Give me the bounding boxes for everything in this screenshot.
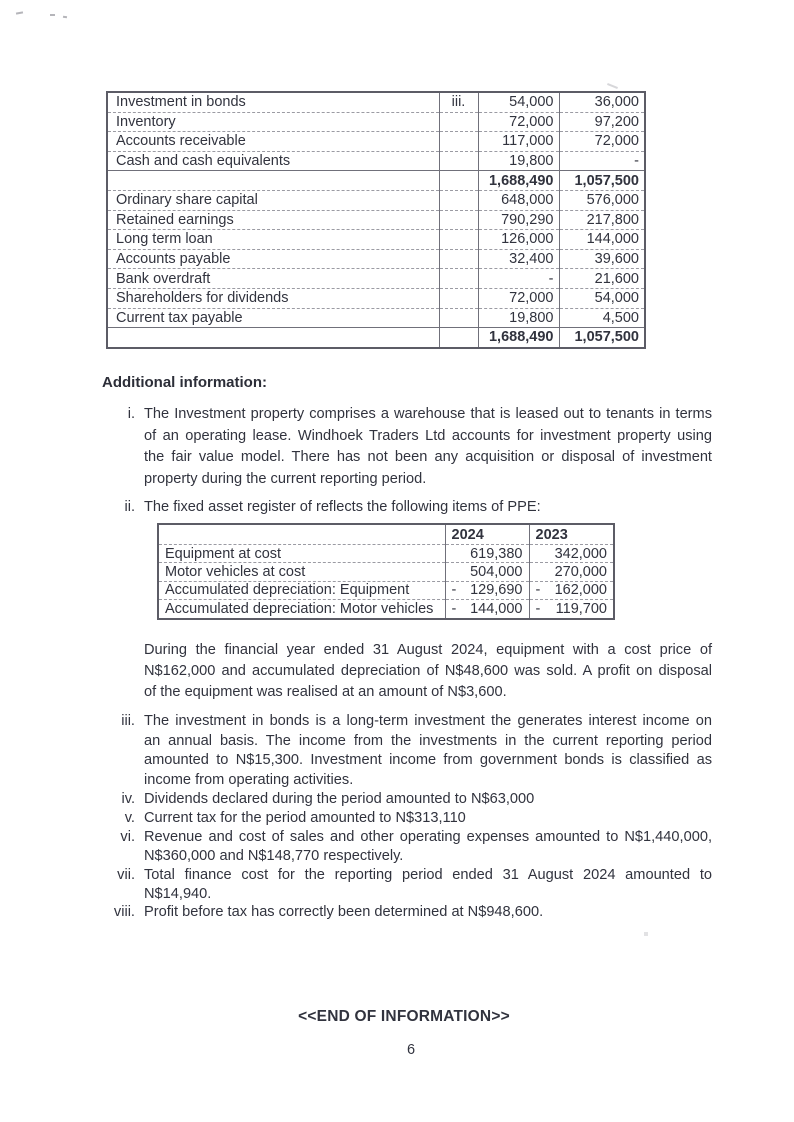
end-of-information-marker: <<END OF INFORMATION>> <box>298 1008 510 1025</box>
value-2023: 39,600 <box>559 249 645 269</box>
scan-artifact <box>50 14 55 16</box>
row-label: Equipment at cost <box>158 545 445 563</box>
scan-artifact <box>16 11 23 14</box>
value-2023: 217,800 <box>559 210 645 230</box>
minus-sign: - <box>535 582 541 599</box>
table-row <box>107 190 645 210</box>
row-label: Motor vehicles at cost <box>158 563 445 581</box>
value-2023: 72,000 <box>559 132 645 152</box>
table-row <box>107 112 645 132</box>
row-label: Current tax payable <box>107 308 439 328</box>
row-label: Ordinary share capital <box>107 190 439 210</box>
value-2023: 54,000 <box>559 288 645 308</box>
paragraph-text: During the financial year ended 31 August 2024, equipment with a cost price of N$162,000 and accumulated depreciation of N$48,600 was sold. A profit on disposal of the equipment was realised at an amount of N$3,600. <box>144 642 712 700</box>
value-2024: - 129,690 <box>445 581 529 599</box>
item-number: i. <box>127 406 135 422</box>
total-2024: 1,688,490 <box>478 171 559 191</box>
minus-sign: - <box>451 582 457 599</box>
value-2023: 342,000 <box>529 545 614 563</box>
value-2023: 576,000 <box>559 190 645 210</box>
info-item-vi <box>100 828 712 866</box>
row-label: Cash and cash equivalents <box>107 151 439 171</box>
item-text: Revenue and cost of sales and other operating expenses amounted to N$1,440,000, N$360,000 and N$148,770 respectively. <box>144 829 712 864</box>
value-2024: 19,800 <box>478 308 559 328</box>
item-number: vi. <box>120 829 135 845</box>
note-ref <box>439 230 478 250</box>
note-ref <box>439 171 478 191</box>
value-2023: 144,000 <box>559 230 645 250</box>
ppe-header-empty <box>158 524 445 545</box>
total-2024: 1,688,490 <box>478 328 559 348</box>
scan-artifact <box>644 932 648 936</box>
page-number: 6 <box>406 1042 416 1058</box>
row-label: Accounts receivable <box>107 132 439 152</box>
table-row <box>107 151 645 171</box>
value-2023: 36,000 <box>559 92 645 112</box>
scan-artifact <box>607 83 618 89</box>
note-ref <box>439 132 478 152</box>
minus-sign: - <box>535 600 541 617</box>
note-ref <box>439 288 478 308</box>
note-ref <box>439 269 478 289</box>
note-ref <box>439 328 478 348</box>
note-ref <box>439 249 478 269</box>
value-2023: - 162,000 <box>529 581 614 599</box>
row-label: Accumulated depreciation: Motor vehicles <box>158 600 445 619</box>
value-2024: - <box>478 269 559 289</box>
ppe-table <box>157 523 615 620</box>
item-text: Total finance cost for the reporting period ended 31 August 2024 amounted to N$14,940. <box>144 867 712 902</box>
row-label <box>107 328 439 348</box>
value-2024: 648,000 <box>478 190 559 210</box>
info-item-iii <box>100 712 712 790</box>
row-label: Bank overdraft <box>107 269 439 289</box>
ppe-header-2023: 2023 <box>529 524 614 545</box>
item-text: Dividends declared during the period amounted to N$63,000 <box>144 791 535 807</box>
ppe-row <box>158 545 614 563</box>
value-2023: 4,500 <box>559 308 645 328</box>
info-item-v <box>100 809 712 828</box>
value-2024: 619,380 <box>445 545 529 563</box>
info-item-iv <box>100 790 712 809</box>
value-2024: 72,000 <box>478 112 559 132</box>
total-2023: 1,057,500 <box>559 328 645 348</box>
value-2024: 72,000 <box>478 288 559 308</box>
table-total-row <box>107 171 645 191</box>
table-row <box>107 249 645 269</box>
value-2024: 504,000 <box>445 563 529 581</box>
table-row <box>107 132 645 152</box>
ppe-row <box>158 600 614 619</box>
value-2023: - 119,700 <box>529 600 614 619</box>
value-2023: 97,200 <box>559 112 645 132</box>
table-total-row <box>107 328 645 348</box>
value-2023: 270,000 <box>529 563 614 581</box>
note-ref <box>439 151 478 171</box>
table-row <box>107 230 645 250</box>
value-2024: 19,800 <box>478 151 559 171</box>
table-row <box>107 92 645 112</box>
note-ref <box>439 308 478 328</box>
row-label: Retained earnings <box>107 210 439 230</box>
info-item-vii <box>100 866 712 904</box>
info-item-viii <box>100 903 712 922</box>
financial-position-table <box>106 91 646 349</box>
row-label: Investment in bonds <box>107 92 439 112</box>
ppe-header-2024: 2024 <box>445 524 529 545</box>
value-2023: 21,600 <box>559 269 645 289</box>
table-row <box>107 308 645 328</box>
note-ref <box>439 210 478 230</box>
info-item-ii <box>100 497 712 518</box>
item-number: viii. <box>113 904 135 920</box>
item-text: The Investment property comprises a warehouse that is leased out to tenants in terms of an operating lease. Windhoek Traders Ltd accounts for investment property using the fair value model. There has not been any acquisition or disposal of investment property during the current reporting period. <box>144 406 712 487</box>
note-ref <box>439 112 478 132</box>
item-text: Current tax for the period amounted to N$313,110 <box>144 810 466 826</box>
value-2024: 32,400 <box>478 249 559 269</box>
item-text: Profit before tax has correctly been determined at N$948,600. <box>144 904 544 920</box>
row-label: Long term loan <box>107 230 439 250</box>
value-2024: 126,000 <box>478 230 559 250</box>
ppe-row <box>158 581 614 599</box>
value-2024: 117,000 <box>478 132 559 152</box>
scan-artifact <box>63 16 67 19</box>
table-row <box>107 210 645 230</box>
item-number: vii. <box>117 867 135 883</box>
value-2024: - 144,000 <box>445 600 529 619</box>
ppe-header-row <box>158 524 614 545</box>
row-label: Accumulated depreciation: Equipment <box>158 581 445 599</box>
row-label: Inventory <box>107 112 439 132</box>
item-number: iv. <box>121 791 135 807</box>
row-label <box>107 171 439 191</box>
row-label: Shareholders for dividends <box>107 288 439 308</box>
item-number: ii. <box>124 499 135 515</box>
item-text: The fixed asset register of reflects the following items of PPE: <box>144 499 541 515</box>
row-label: Accounts payable <box>107 249 439 269</box>
note-ref: iii. <box>439 92 478 112</box>
item-number: iii. <box>121 713 135 729</box>
item-text: The investment in bonds is a long-term investment the generates interest income on an annual basis. The income from the investments in the current reporting period amounted to N$15,300. Investment income from government bonds is classified as income from operating activities. <box>144 713 712 788</box>
ppe-row <box>158 563 614 581</box>
minus-sign: - <box>451 600 457 617</box>
ppe-paragraph <box>100 640 712 703</box>
value-2024: 790,290 <box>478 210 559 230</box>
additional-information-heading: Additional information: <box>102 374 267 391</box>
item-number: v. <box>124 810 135 826</box>
table-row <box>107 269 645 289</box>
value-2024: 54,000 <box>478 92 559 112</box>
info-item-i <box>100 404 712 490</box>
note-ref <box>439 190 478 210</box>
table-row <box>107 288 645 308</box>
value-2023: - <box>559 151 645 171</box>
total-2023: 1,057,500 <box>559 171 645 191</box>
